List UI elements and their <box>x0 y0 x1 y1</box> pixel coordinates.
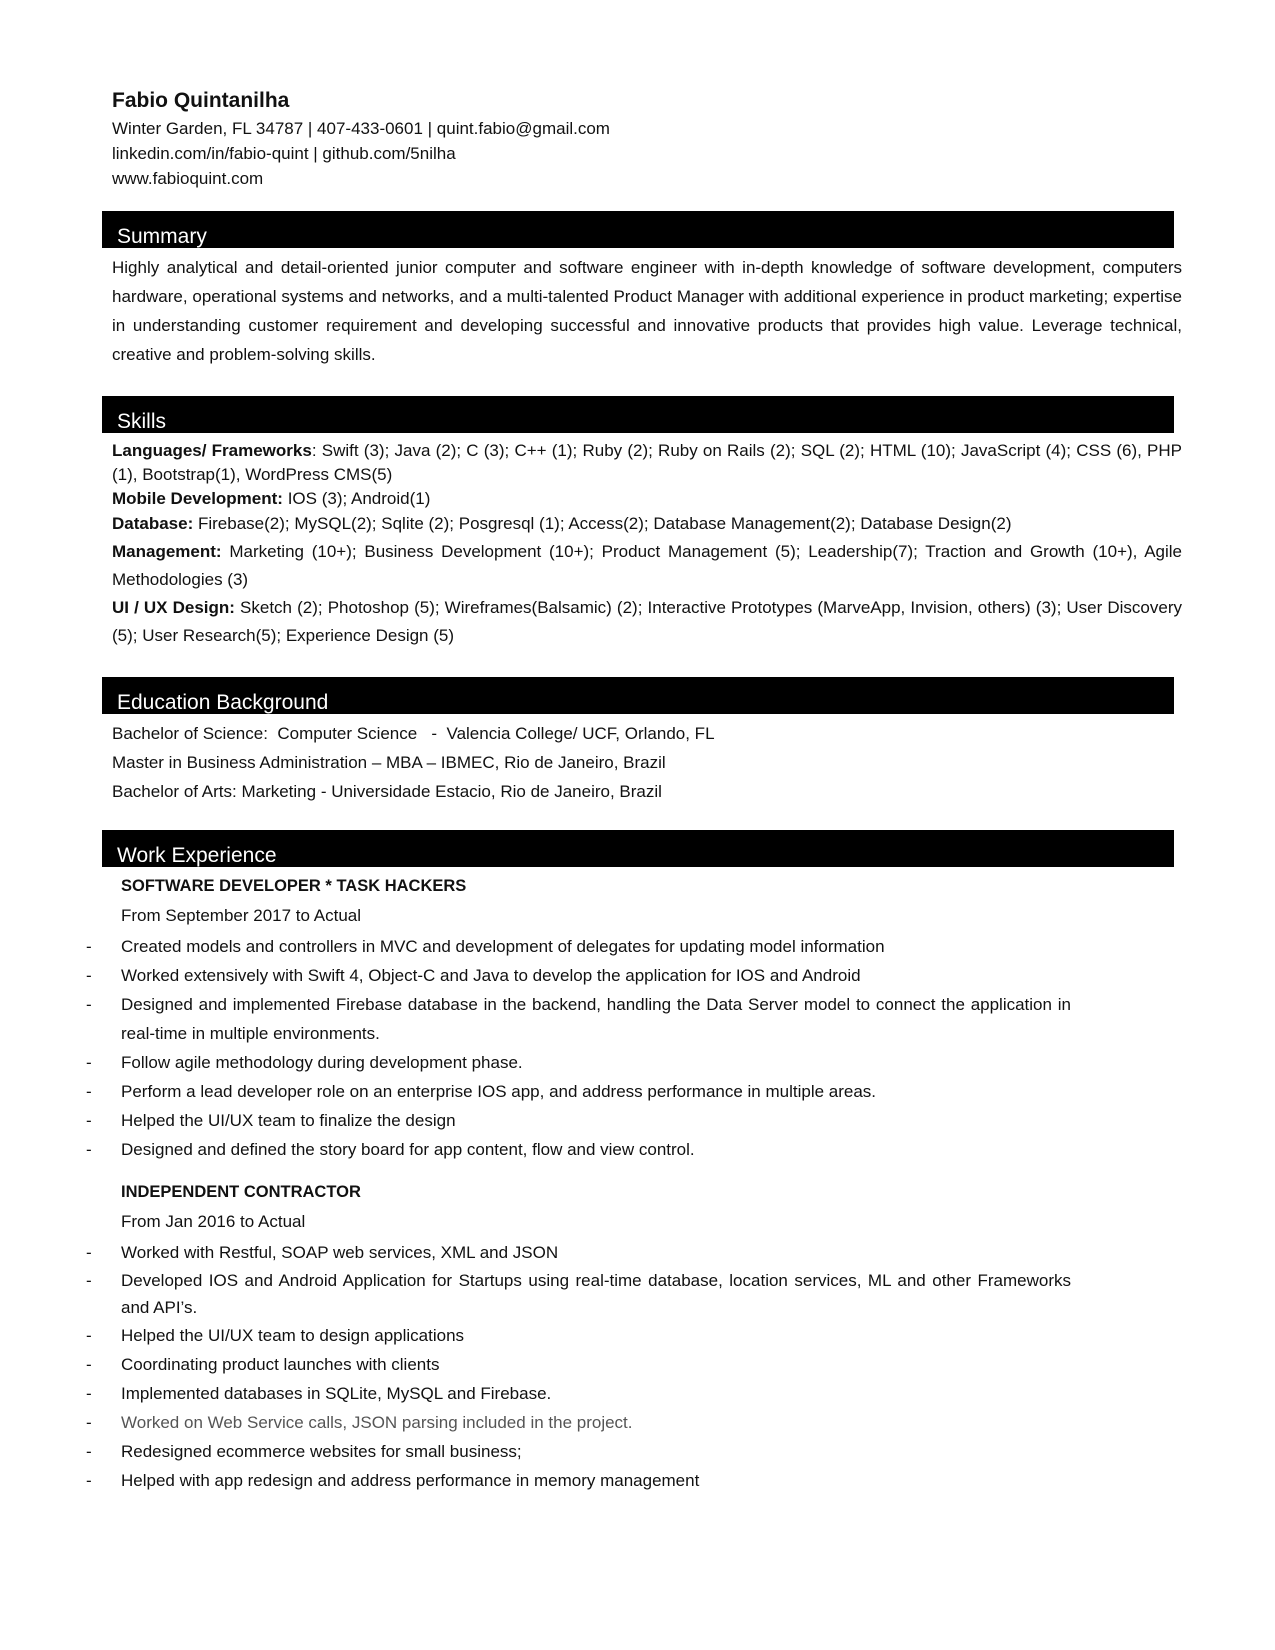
bullet-text: Implemented databases in SQLite, MySQL and Firebase. <box>121 1384 552 1403</box>
resume-header <box>112 86 610 191</box>
candidate-name: Fabio Quintanilha <box>112 89 290 112</box>
list-item <box>0 1077 1275 1106</box>
bullet-marker: - <box>86 966 92 985</box>
bullet-text: Designed and implemented Firebase database in the backend, handling the Data Server model to connect the application in real-time in multiple environments. <box>121 995 1071 1043</box>
bullet-text: Perform a lead developer role on an enterprise IOS app, and address performance in multiple areas. <box>121 1082 877 1101</box>
bullet-text: Created models and controllers in MVC and development of delegates for updating model information <box>121 937 885 956</box>
section-header-education <box>102 677 1174 714</box>
education-block <box>112 719 1182 806</box>
section-header-skills <box>102 396 1174 433</box>
list-item <box>0 961 1275 990</box>
bullet-marker: - <box>86 1355 92 1374</box>
bullet-text: Worked on Web Service calls, JSON parsing included in the project. <box>121 1413 633 1432</box>
skill-management <box>112 538 1182 594</box>
education-entry: Bachelor of Science: Computer Science - Valencia College/ UCF, Orlando, FL <box>112 724 715 743</box>
bullet-marker: - <box>86 1082 92 1101</box>
bullet-marker: - <box>86 1271 92 1290</box>
list-item <box>0 1379 1275 1408</box>
bullet-marker: - <box>86 937 92 956</box>
bullet-text: Helped the UI/UX team to design applications <box>121 1326 465 1345</box>
bullet-marker: - <box>86 995 92 1014</box>
section-header-work <box>102 830 1174 867</box>
skill-ui-ux-design <box>112 594 1182 650</box>
bullet-text: Worked extensively with Swift 4, Object-C and Java to develop the application for IOS and Android <box>121 966 861 985</box>
skills-block <box>112 439 1182 650</box>
bullet-marker: - <box>86 1384 92 1403</box>
job-bullets <box>0 932 1275 1164</box>
skill-label: Languages/ Frameworks <box>112 441 312 460</box>
job-title: SOFTWARE DEVELOPER * TASK HACKERS <box>121 877 467 895</box>
section-header-summary <box>102 211 1174 248</box>
skill-text: Sketch (2); Photoshop (5); Wireframes(Balsamic) (2); Interactive Prototypes (MarveApp, Invision, others) (3); User Discovery (5); User Research(5); Experience Design (5) <box>112 598 1182 645</box>
bullet-text: Helped with app redesign and address performance in memory management <box>121 1471 700 1490</box>
skill-label: Management: <box>112 542 222 561</box>
skill-label: Mobile Development: <box>112 489 283 508</box>
skill-text: IOS (3); Android(1) <box>282 489 431 508</box>
bullet-text: Coordinating product launches with clients <box>121 1355 440 1374</box>
list-item <box>0 1048 1275 1077</box>
bullet-marker: - <box>86 1442 92 1461</box>
contact-line-linkedin-github: linkedin.com/in/fabio-quint | github.com/5nilha <box>112 144 456 163</box>
list-item <box>0 1408 1275 1437</box>
skill-text: Firebase(2); MySQL(2); Sqlite (2); Posgresql (1); Access(2); Database Management(2); Database Design(2) <box>193 514 1012 533</box>
job-bullets <box>0 1238 1275 1495</box>
list-item <box>0 932 1275 961</box>
section-title-education: Education Background <box>117 691 329 714</box>
bullet-text: Designed and defined the story board for app content, flow and view control. <box>121 1140 695 1159</box>
education-entry: Bachelor of Arts: Marketing - Universidade Estacio, Rio de Janeiro, Brazil <box>112 782 662 801</box>
skill-separator: : <box>311 441 317 460</box>
skill-database <box>112 511 1182 537</box>
skill-label: Database: <box>112 514 194 533</box>
summary-text: Highly analytical and detail-oriented junior computer and software engineer with in-depth knowledge of software development, computers hardware, operational systems and networks, and a multi-talented Product Manager with additional experience in product marketing; expertise in understanding customer requirement and developing successful and innovative products that provides high value. Leverage technical, creative and problem-solving skills. <box>112 258 1182 364</box>
bullet-text: Worked with Restful, SOAP web services, XML and JSON <box>121 1243 559 1262</box>
section-title-summary: Summary <box>117 225 207 248</box>
job-date: From Jan 2016 to Actual <box>121 1212 306 1231</box>
list-item <box>0 1321 1275 1350</box>
list-item <box>0 1106 1275 1135</box>
skill-label: UI / UX Design: <box>112 598 235 617</box>
list-item <box>0 1437 1275 1466</box>
summary-block <box>112 253 1182 369</box>
skill-languages-frameworks <box>112 439 1182 487</box>
education-entry: Master in Business Administration – MBA – IBMEC, Rio de Janeiro, Brazil <box>112 753 666 772</box>
bullet-marker: - <box>86 1413 92 1432</box>
skill-mobile-development <box>112 487 1182 511</box>
bullet-text: Developed IOS and Android Application for Startups using real-time database, location services, ML and other Frameworks and API’s. <box>121 1271 1071 1317</box>
contact-line-website: www.fabioquint.com <box>112 169 264 188</box>
bullet-text: Follow agile methodology during development phase. <box>121 1053 523 1072</box>
bullet-marker: - <box>86 1326 92 1345</box>
contact-line-location-phone-email: Winter Garden, FL 34787 | 407-433-0601 | quint.fabio@gmail.com <box>112 119 610 138</box>
list-item <box>0 1350 1275 1379</box>
list-item <box>0 1267 1275 1321</box>
bullet-marker: - <box>86 1243 92 1262</box>
list-item <box>0 1466 1275 1495</box>
list-item <box>0 1135 1275 1164</box>
list-item <box>0 1238 1275 1267</box>
skill-text: Marketing (10+); Business Development (10+); Product Management (5); Leadership(7); Traction and Growth (10+), Agile Methodologies (3) <box>112 542 1182 589</box>
skill-text: Swift (3); Java (2); C (3); C++ (1); Ruby (2); Ruby on Rails (2); SQL (2); HTML (10); JavaScript (4); CSS (6), PHP (1), Bootstrap(1), WordPress CMS(5) <box>112 441 1183 484</box>
list-item <box>0 990 1275 1048</box>
bullet-text: Redesigned ecommerce websites for small business; <box>121 1442 522 1461</box>
bullet-marker: - <box>86 1140 92 1159</box>
bullet-marker: - <box>86 1111 92 1130</box>
bullet-marker: - <box>86 1053 92 1072</box>
section-title-skills: Skills <box>117 410 167 433</box>
section-title-work: Work Experience <box>117 844 277 867</box>
bullet-text: Helped the UI/UX team to finalize the design <box>121 1111 456 1130</box>
bullet-marker: - <box>86 1471 92 1490</box>
job-title: INDEPENDENT CONTRACTOR <box>121 1183 361 1201</box>
job-date: From September 2017 to Actual <box>121 906 362 925</box>
